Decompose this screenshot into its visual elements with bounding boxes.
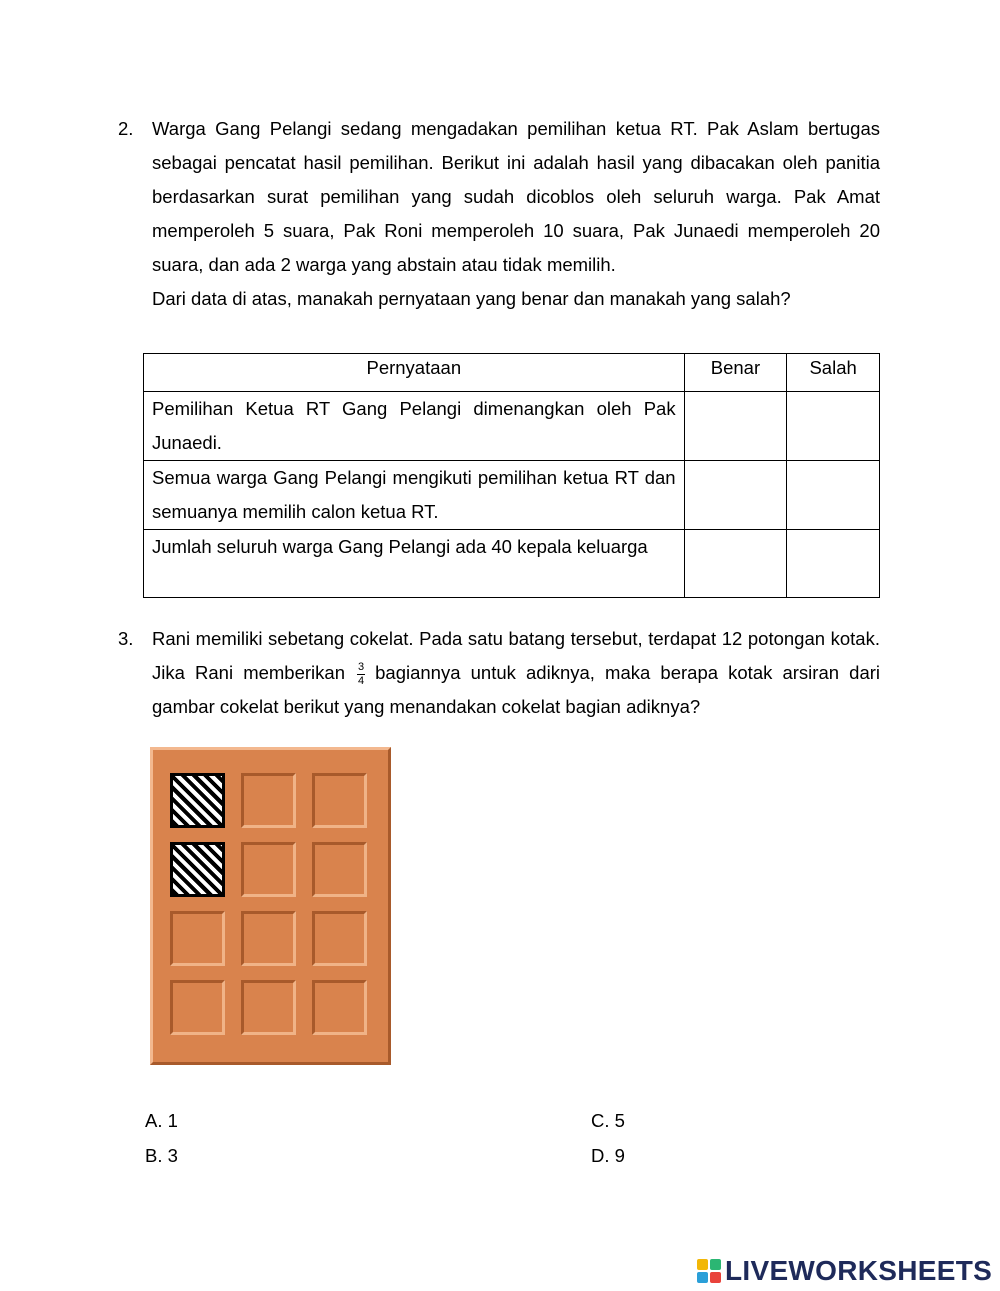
- chocolate-piece-shaded: [170, 842, 225, 897]
- logo-square: [697, 1272, 708, 1283]
- liveworksheets-logo: [697, 1256, 992, 1286]
- false-answer-cell[interactable]: [787, 530, 880, 598]
- question-paragraph: Warga Gang Pelangi sedang mengadakan pemilihan ketua RT. Pak Aslam bertugas sebagai pencatat hasil pemilihan. Berikut ini adalah hasil yang dibacakan oleh panitia berdasarkan surat pemilihan yang sudah dicoblos oleh seluruh warga. Pak Amat memperoleh 5 suara, Pak Roni memperoleh 10 suara, Pak Junaedi memperoleh 20 suara, dan ada 2 warga yang abstain atau tidak memilih.: [152, 118, 880, 275]
- question-number: 3.: [118, 628, 134, 649]
- brand-name: LIVEWORKSHEETS: [725, 1255, 993, 1286]
- liveworksheets-logo-icon: [697, 1259, 721, 1283]
- header-false: Salah: [787, 354, 880, 392]
- true-answer-cell[interactable]: [684, 530, 787, 598]
- chocolate-piece: [312, 842, 367, 897]
- header-statement: Pernyataan: [144, 354, 685, 392]
- chocolate-piece: [312, 980, 367, 1035]
- fraction: [357, 661, 365, 688]
- table-row: [144, 392, 880, 461]
- chocolate-piece: [170, 980, 225, 1035]
- question-prompt: Dari data di atas, manakah pernyataan yang benar dan manakah yang salah?: [152, 288, 791, 309]
- false-answer-cell[interactable]: [787, 392, 880, 461]
- statement-text: Jumlah seluruh warga Gang Pelangi ada 40 kepala keluarga: [144, 530, 685, 598]
- fraction-numerator: 3: [358, 660, 365, 673]
- chocolate-piece: [241, 773, 296, 828]
- header-true: Benar: [684, 354, 787, 392]
- chocolate-piece: [241, 980, 296, 1035]
- statement-text: Semua warga Gang Pelangi mengikuti pemilihan ketua RT dan semuanya memilih calon ketua RT.: [144, 461, 685, 530]
- chocolate-bar-image: [150, 747, 391, 1065]
- chocolate-piece: [170, 911, 225, 966]
- statement-table: [143, 353, 880, 598]
- option-d[interactable]: D. 9: [591, 1145, 625, 1166]
- question-text-after: bagiannya untuk adiknya, maka berapa kotak arsiran dari gambar cokelat berikut yang menandakan cokelat bagian adiknya?: [152, 662, 881, 717]
- chocolate-piece: [312, 911, 367, 966]
- table-header-row: [144, 354, 880, 392]
- table-row: [144, 530, 880, 598]
- true-answer-cell[interactable]: [684, 461, 787, 530]
- question-text-before: Rani memiliki sebetang cokelat. Pada satu batang tersebut, terdapat 12 potongan kotak. Jika Rani memberikan: [152, 628, 880, 683]
- chocolate-piece-shaded: [170, 773, 225, 828]
- table-row: [144, 461, 880, 530]
- option-b[interactable]: B. 3: [145, 1145, 178, 1166]
- logo-square: [697, 1259, 708, 1270]
- question-number: 2.: [118, 118, 134, 139]
- fraction-denominator: 4: [358, 674, 365, 687]
- option-a[interactable]: A. 1: [145, 1110, 178, 1131]
- logo-square: [710, 1272, 721, 1283]
- question-body: [152, 112, 880, 316]
- statement-text: Pemilihan Ketua RT Gang Pelangi dimenangkan oleh Pak Junaedi.: [144, 392, 685, 461]
- true-answer-cell[interactable]: [684, 392, 787, 461]
- question-body: [152, 622, 880, 724]
- option-c[interactable]: C. 5: [591, 1110, 625, 1131]
- question-text: [152, 622, 880, 724]
- chocolate-piece: [241, 842, 296, 897]
- chocolate-piece: [312, 773, 367, 828]
- logo-square: [710, 1259, 721, 1270]
- chocolate-piece: [241, 911, 296, 966]
- false-answer-cell[interactable]: [787, 461, 880, 530]
